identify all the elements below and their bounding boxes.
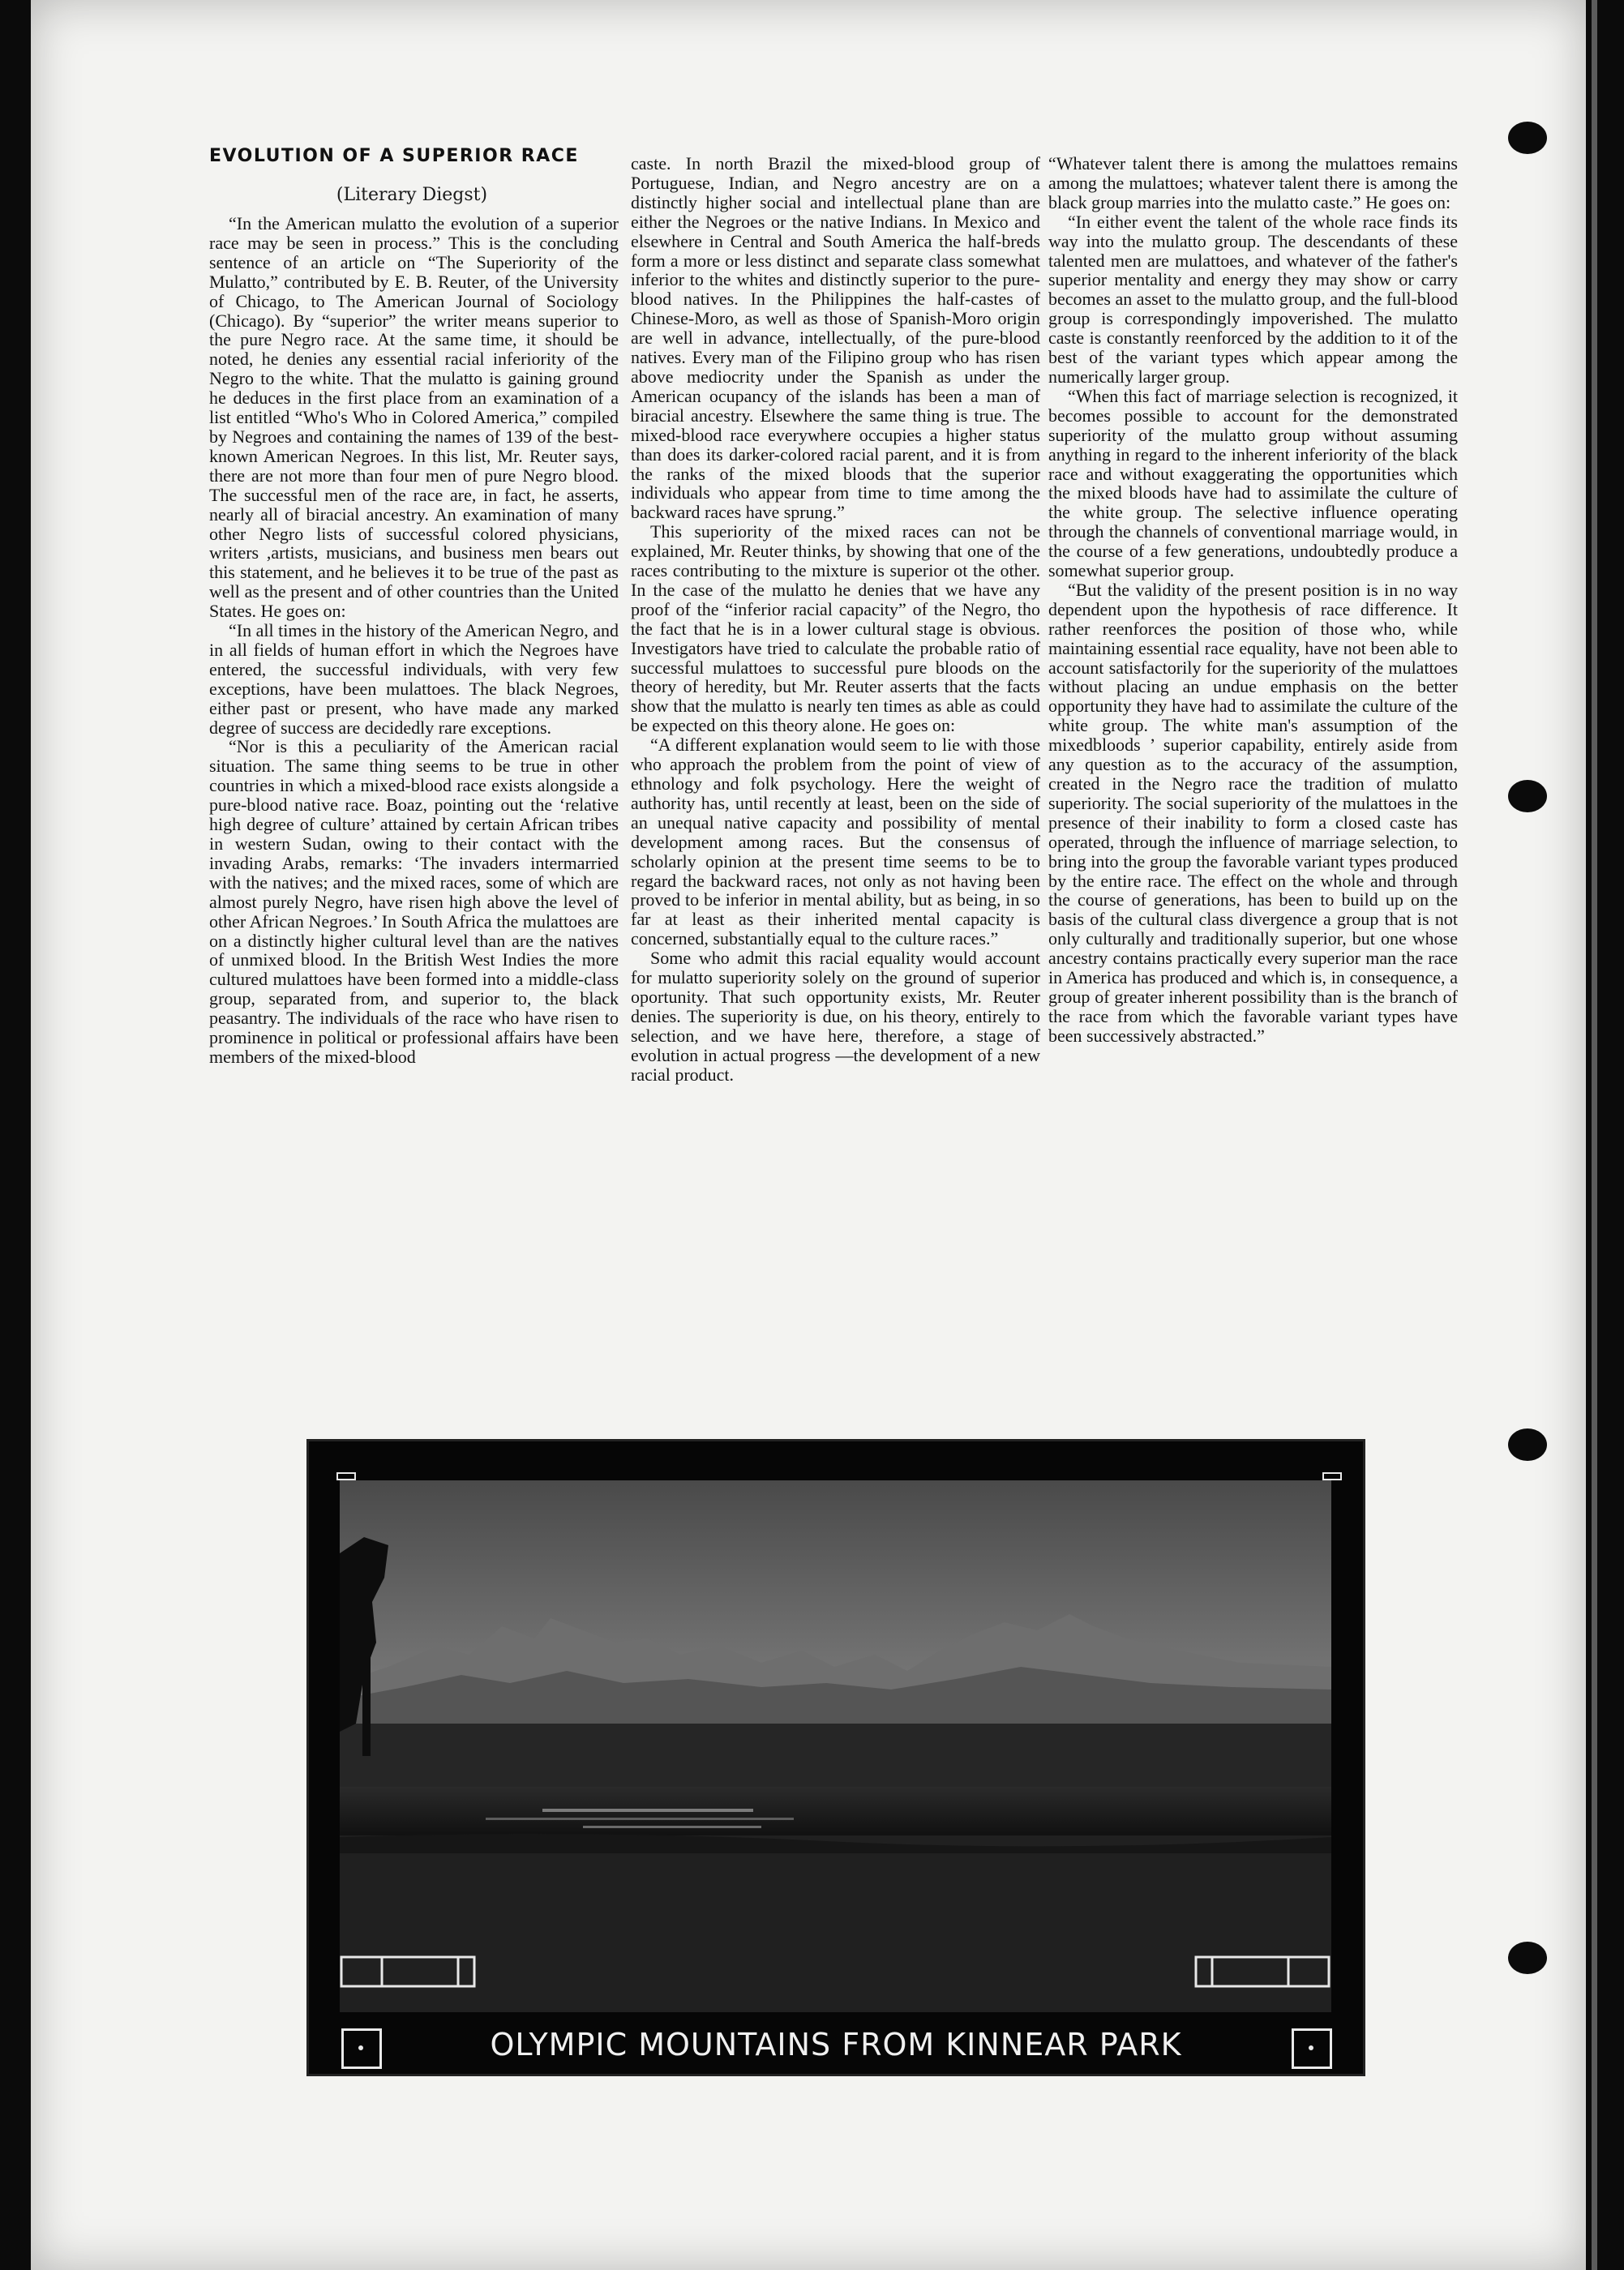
corner-mark — [336, 1472, 356, 1480]
text-column-1 — [209, 214, 619, 1357]
paragraph: “In the American mulatto the evolution of a superior race may be seen in process.” This is the concluding sentence of an article on “The Superiority of the Mulatto,” contributed by E. B. Reuter, of the University of Chicago, to The American Journal of Sociology (Chicago). By “superior” the writer means superior to the pure Negro race. At the same time, it should be noted, he denies any essential racial inferiority of the Negro to the white. That the mulatto is gaining ground he deduces in the first place from an examination of a list entitled “Who's Who in Colored America,” compiled by Negroes and containing the names of 139 of the best-known American Negroes. In this list, Mr. Reuter says, there are not more than four men of pure Negro blood. The successful men of the race are, in fact, he asserts, nearly all of biracial ancestry. An examination of many other Negro lists of successful colored physicians, writers ,artists, musicians, and business men bears out this statement, and he believes it to be true of the past as well as the present and of other countries than the United States. He goes on: — [209, 214, 619, 622]
punch-hole-icon — [1508, 122, 1547, 154]
paragraph: “Nor is this a peculiarity of the American racial situation. The same thing seems to be true in other countries in which a mixed-blood race exists alongside a pure-blood native race. Boaz, pointing out the ‘relative high degree of culture’ attained by certain African tribes in western Sudan, owing to their contact with the invading Arabs, remarks: ‘The invaders intermarried with the natives; and the mixed races, some of which are almost purely Negro, have risen high above the level of other African Negroes.’ In South Africa the mulattoes are on a distinctly higher cultural level than are the natives of unmixed blood. In the British West Indies the more cultured mulattoes have been formed into a middle-class group, separated from, and superior to, the black peasantry. The individuals of the race who have risen to prominence in political or professional affairs have been members of the mixed-blood — [209, 736, 619, 1067]
paragraph: “In either event the talent of the whole race finds its way into the mulatto group. The descendants of these talented men are mulattoes, and whatever of the father's superior mentality and energy they may show or carry becomes an asset to the mulatto group, and the full-blood group is correspondingly impoverished. The mulatto caste is constantly reenforced by the addition to it of the best of the variant types which appear among the numerically larger group. — [1048, 211, 1458, 387]
paragraph: “But the validity of the present position is in no way dependent upon the hypothesis of race difference. It rather reenforces the position of those who, while maintaining essential race equality, have not been able to account satisfactorily for the superiority of the mulattoes without placing an undue emphasis on the better opportunity they have had to assimilate the culture of the white group. The white man's assumption of the mixedbloods ’ superior capability, entirely aside from any question as to the accuracy of the assumption, created in the Negro race the tradition of mulatto superiority. The social superiority of the mulattoes in the presence of their inability to form a closed caste has operated, through the influence of marriage selection, to bring into the group the favorable variant types produced by the entire race. The effect on the whole and through the course of generations, has been to build up on the basis of the cultural class divergence a group that is not only culturally and traditionally superior, but one whose ancestry contains practically every superior man the race in America has produced and which is, in consequence, a group of greater inherent possibility than is the branch of the race from which the favorable variant types have been successively abstracted.” — [1048, 579, 1458, 1046]
photo-caption: OLYMPIC MOUNTAINS FROM KINNEAR PARK — [490, 2027, 1182, 2062]
left-bracket-ornament — [340, 1952, 478, 1991]
paragraph: “A different explanation would seem to lie with those who approach the problem from the point of view of ethnology and folk psychology. Here the weight of authority has, until recently at least, been on the side of an unequal native capacity and possibility of mental development among races. But the consensus of scholarly opinion at the present time seems to be to regard the backward races, not only as not having been proved to be inferior in mental ability, but as being, in so far at least as their inherited mental capacity is concerned, substantially equal to the culture races.” — [631, 735, 1040, 949]
paragraph: This superiority of the mixed races can not be explained, Mr. Reuter thinks, by showing that one of the races contributing to the mixture is superior ot the other. In the case of the mulatto he denies that we have any proof of the “inferior racial capacity” of the Negro, tho the fact that he is in a lower cultural stage is obvious. Investigators have tried to calculate the probable ratio of successful mulattoes to successful pure bloods on the theory of heredity, but Mr. Reuter asserts that the facts show that the mulatto is nearly ten times as able as could be expected on this theory alone. He goes on: — [631, 521, 1040, 736]
paragraph: “In all times in the history of the American Negro, and in all fields of human effort in which the Negroes have entered, the successful individuals, with very few exceptions, have been mulattoes. The black Negroes, either past or present, who have made any marked degree of success are decidedly rare exceptions. — [209, 620, 619, 738]
page-edge-shadow — [1592, 0, 1597, 2270]
punch-hole-icon — [1508, 780, 1547, 812]
article-source: (Literary Diegst) — [336, 185, 488, 205]
paragraph: “Whatever talent there is among the mulattoes remains among the mulattoes; whatever talent there is among the black group marries into the mulatto caste.” He goes on: — [1048, 154, 1458, 212]
paragraph: caste. In north Brazil the mixed-blood group of Portuguese, Indian, and Negro ancestry are on a distinctly higher social and intellectual plane than are either the Negroes or the native Indians. In Mexico and elsewhere in Central and South America the half-breds form a more or less distinct and separate class somewhat inferior to the whites and distinctly superior to the pure-blood natives. In the Philippines the half-castes of Chinese-Moro, as well as those of Spanish-Moro origin are well in advance, intellectually, of the pure-blood natives. Every man of the Filipino group who has risen above mediocrity under the Spanish as under the American ocupancy of the islands has been a man of biracial ancestry. Elsewhere the same thing is true. The mixed-blood race everywhere occupies a higher status than does its darker-colored racial parent, and it is from the ranks of the mixed bloods that the superior individuals who appear from time to time among the backward races have sprung.” — [631, 154, 1040, 523]
article-title: EVOLUTION OF A SUPERIOR RACE — [209, 146, 579, 166]
text-column-2 — [631, 154, 1040, 1358]
right-bracket-ornament — [1194, 1952, 1332, 1991]
paragraph: “When this fact of marriage selection is recognized, it becomes possible to account for the demonstrated superiority of the mulatto group without assuming anything in regard to the inherent inferiority of the black race and without exaggerating the opportunities which the mixed bloods have had to assimilate the culture of the white group. The selective influence operating through the channels of conventional marriage would, in the course of a few generations, undoubtedly produce a somewhat superior group. — [1048, 385, 1458, 581]
paragraph: Some who admit this racial equality would account for mulatto superiority solely on the ground of superior oportunity. That such opportunity exists, Mr. Reuter denies. The superiority is due, on his theory, entirely to selection, and we have here, therefore, a stage of evolution in actual progress —the development of a new racial product. — [631, 948, 1040, 1085]
landscape-photo — [340, 1480, 1331, 2012]
text-column-3 — [1048, 154, 1458, 1358]
punch-hole-icon — [1508, 1942, 1547, 1974]
corner-mark — [1322, 1472, 1342, 1480]
photo-card — [306, 1439, 1365, 2076]
caption-ornament-left-icon — [341, 2028, 382, 2069]
caption-ornament-right-icon — [1292, 2028, 1332, 2069]
punch-hole-icon — [1508, 1428, 1547, 1461]
landscape-image — [340, 1480, 1331, 2012]
